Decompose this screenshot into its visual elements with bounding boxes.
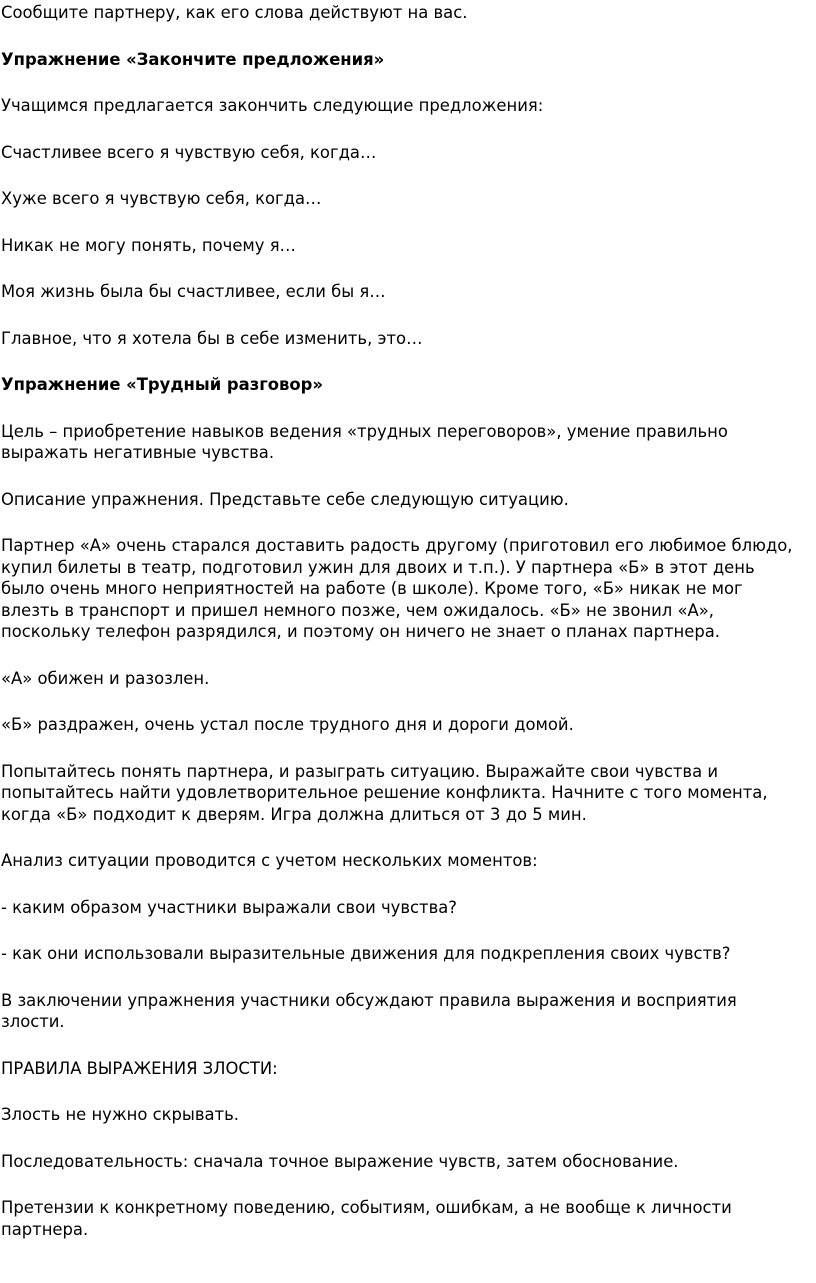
paragraph: В заключении упражнения участники обсуждают правила выражения и восприятия злости. [1,990,737,1031]
rules-heading: ПРАВИЛА ВЫРАЖЕНИЯ ЗЛОСТИ: [1,1058,278,1078]
exercise-heading: Упражнение «Трудный разговор» [1,375,323,394]
exercise-heading: Упражнение «Закончите предложения» [1,49,385,69]
sentence-prompt: Никак не могу понять, почему я… [1,235,296,255]
rule-item: Злость не нужно скрывать. [1,1105,239,1124]
paragraph: Анализ ситуации проводится с учетом нескольких моментов: [1,851,538,870]
document-body [1,0,801,1240]
paragraph: Учащимся предлагается закончить следующие предложения: [1,96,544,115]
sentence-prompt: Главное, что я хотела бы в себе изменить, это… [1,328,423,348]
list-item: - как они использовали выразительные движения для подкрепления своих чувств? [1,944,731,963]
sentence-prompt: Моя жизнь была бы счастливее, если бы я… [1,282,386,301]
paragraph: Цель – приобретение навыков ведения «трудных переговоров», умение правильно выражать негативные чувства. [1,421,728,462]
sentence-prompt: Хуже всего я чувствую себя, когда… [1,189,322,208]
paragraph: Попытайтесь понять партнера, и разыграть ситуацию. Выражайте свои чувства и попытайтесь найти удовлетворительное решение конфликта. Начните с того момента, когда «Б» подходит к дверям. Игра должна длиться от 3 до 5 мин. [1,761,768,824]
paragraph: Описание упражнения. Представьте себе следующую ситуацию. [1,489,569,509]
rule-item: Последовательность: сначала точное выражение чувств, затем обоснование. [1,1151,679,1171]
paragraph: Сообщите партнеру, как его слова действуют на вас. [1,3,468,22]
paragraph: Партнер «А» очень старался доставить радость другому (приготовил его любимое блюдо, купил билеты в театр, подготовил ужин для двоих и т.п.). У партнера «Б» в этот день было очень много неприятностей на работе (в школе). Кроме того, «Б» никак не мог влезть в транспорт и пришел немного позже, чем ожидалось. «Б» не звонил «А», поскольку телефон разрядился, и поэтому он ничего не знает о планах партнера. [1,536,793,641]
list-item: - каким образом участники выражали свои чувства? [1,897,457,917]
paragraph: «А» обижен и разозлен. [1,668,210,688]
sentence-prompt: Счастливее всего я чувствую себя, когда… [1,142,377,162]
paragraph: «Б» раздражен, очень устал после трудного дня и дороги домой. [1,715,574,734]
rule-item: Претензии к конкретному поведению, событиям, ошибкам, а не вообще к личности партнера. [1,1198,732,1239]
